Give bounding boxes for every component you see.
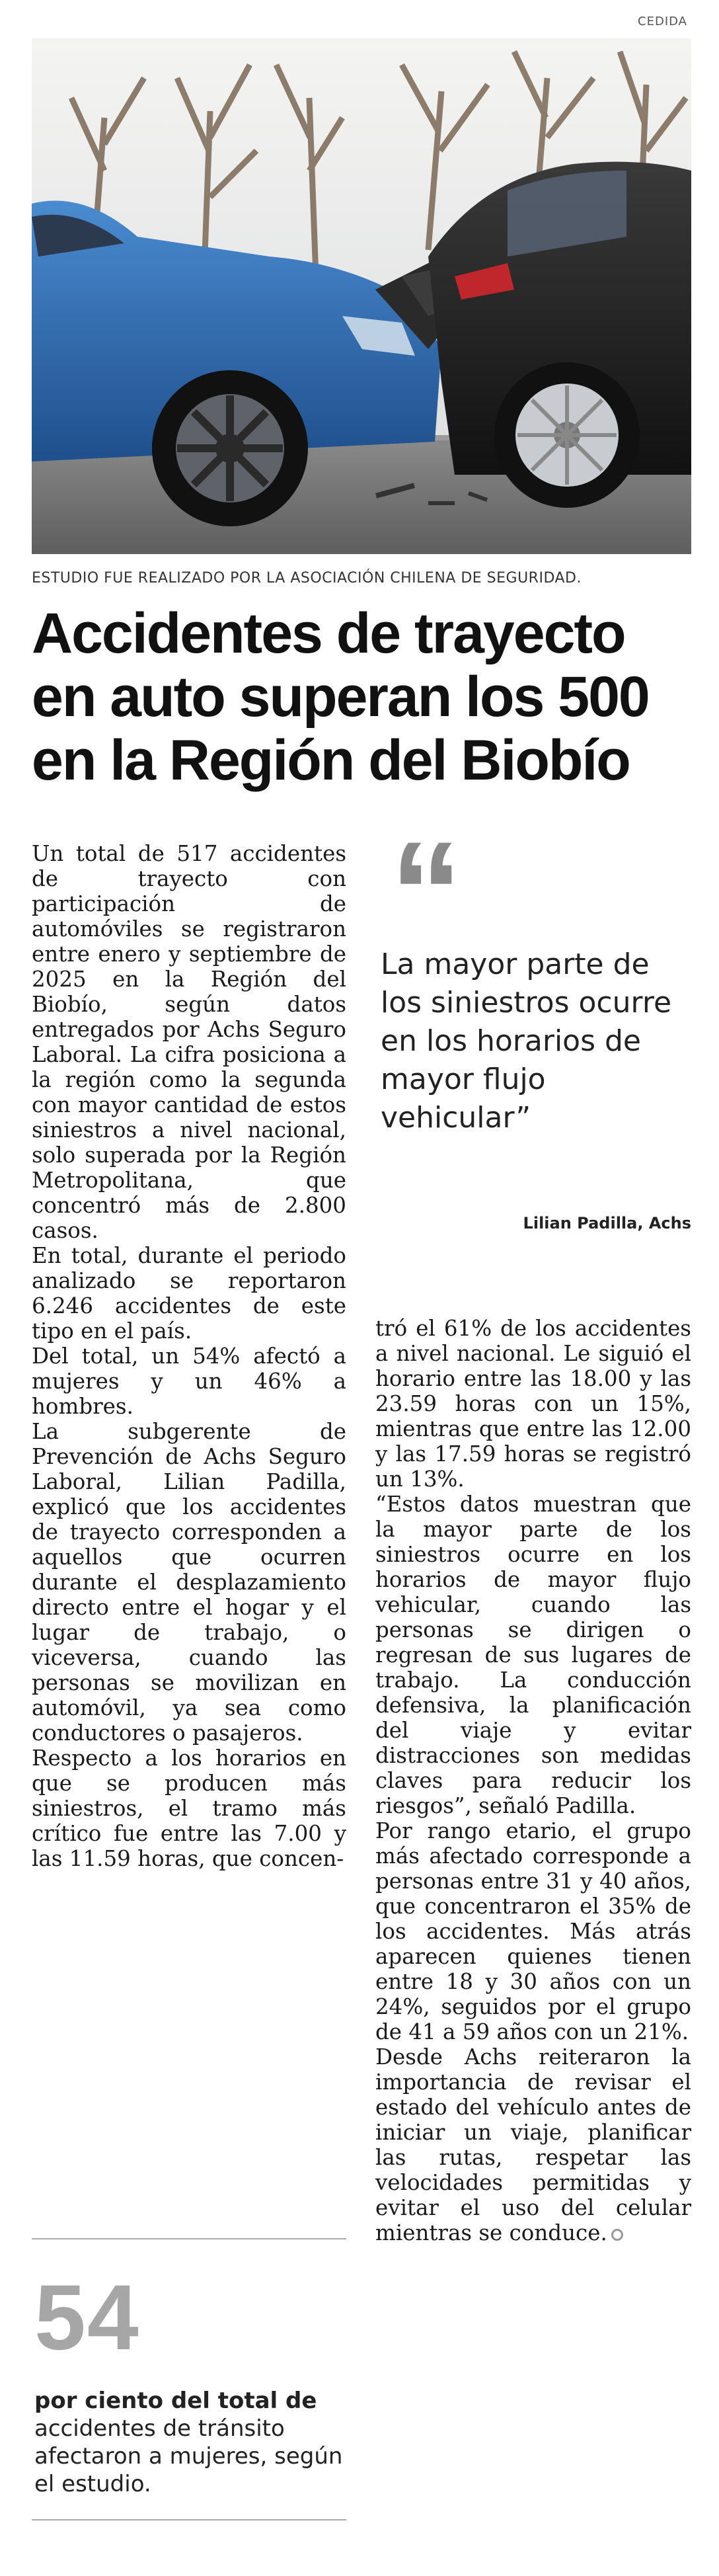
photo-credit: CEDIDA <box>638 15 687 28</box>
car-crash-illustration <box>32 38 691 554</box>
paragraph: La subgerente de Prevención de Achs Seguro Laboral, Lilian Padilla, explicó que los accidentes de trayecto corresponden a aquellos que ocurren durante el desplazamiento directo entre el hogar y el lugar de trabajo, o viceversa, cuando las personas se movilizan en automóvil, ya sea como conductores o pasajeros. <box>32 1419 346 1746</box>
end-of-article-icon <box>611 2229 623 2241</box>
paragraph: En total, durante el periodo analizado se reportaron 6.246 accidentes de este tipo en el país. <box>32 1243 346 1344</box>
paragraph: tró el 61% de los accidentes a nivel nacional. Le siguió el horario entre las 18.00 y las 23.59 horas con un 15%, mientras que entre las 12.00 y las 17.59 horas se registró un 13%. <box>375 1316 691 1492</box>
body-column-1 <box>32 841 346 1871</box>
bottom-rule <box>32 2519 346 2520</box>
paragraph: Del total, un 54% afectó a mujeres y un 46% a hombres. <box>32 1344 346 1419</box>
paragraph: “Estos datos muestran que la mayor parte de los siniestros ocurre en los horarios de mayor flujo vehicular, cuando las personas se dirigen o regresan de sus lugares de trabajo. La conducción defensiva, la planificación del viaje y evitar distracciones son medidas claves para reducir los riesgos”, señaló Padilla. <box>375 1492 691 1818</box>
body-column-2 <box>375 1316 691 2245</box>
stat-number: 54 <box>34 2265 140 2369</box>
stat-description-bold: por ciento del total de <box>34 2388 317 2414</box>
stat-divider <box>32 2238 346 2239</box>
article-photo <box>32 38 691 554</box>
paragraph: Un total de 517 accidentes de trayecto con participación de automóviles se registraron entre enero y septiembre de 2025 en la Región del Biobío, según datos entregados por Achs Seguro Laboral. La cifra posiciona a la región como la segunda con mayor cantidad de estos siniestros a nivel nacional, solo superada por la Región Metropolitana, que concentró más de 2.800 casos. <box>32 841 346 1243</box>
stat-description <box>34 2387 345 2498</box>
pull-quote: La mayor parte de los siniestros ocurre en los horarios de mayor flujo vehicular” <box>381 947 672 1135</box>
paragraph: Respecto a los horarios en que se producen más siniestros, el tramo más crítico fue entre las 7.00 y las 11.59 horas, que concen- <box>32 1746 346 1871</box>
headline: Accidentes de trayecto en auto superan los 500 en la Región del Biobío <box>32 602 649 792</box>
paragraph <box>375 2044 691 2245</box>
paragraph: Por rango etario, el grupo más afectado corresponde a personas entre 31 y 40 años, que concentraron el 35% de los accidentes. Más atrás aparecen quienes tienen entre 18 y 30 años con un 24%, seguidos por el grupo de 41 a 59 años con un 21%. <box>375 1818 691 2044</box>
paragraph-text: Desde Achs reiteraron la importancia de revisar el estado del vehículo antes de iniciar un viaje, planificar las rutas, respetar las velocidades permitidas y evitar el uso del celular mientras se conduce. <box>375 2044 691 2245</box>
photo-caption: ESTUDIO FUE REALIZADO POR LA ASOCIACIÓN CHILENA DE SEGURIDAD. <box>32 570 582 586</box>
quote-author: Lilian Padilla, Achs <box>523 1214 691 1232</box>
quote-mark-icon: “ <box>390 811 463 974</box>
stat-description-rest: accidentes de tránsito afectaron a mujeres, según el estudio. <box>34 2415 343 2497</box>
